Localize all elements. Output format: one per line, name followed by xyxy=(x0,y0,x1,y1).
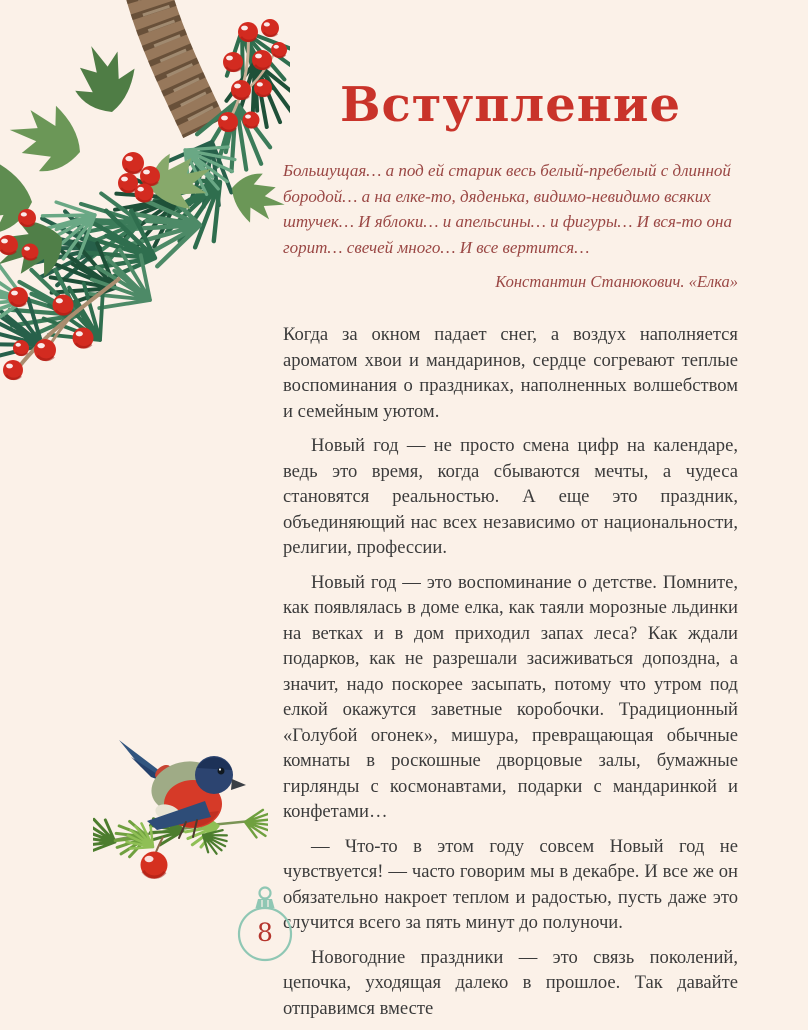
paragraph: Новый год — это воспоминание о детстве. Помните, как появлялась в доме елка, как таяли морозные льдинки на ветках и в дом приходил запах леса? Как ждали подарков, как не разрешали засиживаться допоздна, а значит, надо поскорее засыпать, потому что утром под елкой окажутся заветные коробочки. Традиционный «Голубой огонек», мишура, превращающая обычные комнаты в роскошные дворцовые залы, бумажные гирлянды с космонавтами, подарки с мандаринкой и конфетами… xyxy=(283,571,738,822)
epigraph: Большущая… а под ей старик весь белый-пребелый с длинной бородой… а на елке-то, дяденька, видимо-невидимо всяких штучек… И яблоки… и апельсины… и фигуры… И вся-то она горит… свечей много… И все вертится… xyxy=(283,161,732,257)
page-title: Вступление xyxy=(339,77,682,133)
paragraph: Новогодние праздники — это связь поколений, цепочка, уходящая далеко в прошлое. Так давайте отправимся вместе xyxy=(283,946,738,1019)
paragraph: — Что-то в этом году совсем Новый год не чувствуется! — часто говорим мы в декабре. И все же он обязательно накроет теплом и радостью, пусть даже это случится всего за пять минут до полуночи. xyxy=(283,835,738,933)
bullfinch-illustration xyxy=(93,725,268,895)
branch xyxy=(148,0,206,128)
paragraph: Когда за окном падает снег, а воздух наполняется ароматом хвои и мандаринов, сердце согревают теплые воспоминания о праздниках, наполненных волшебством и семейным уютом. xyxy=(283,324,738,422)
text-column xyxy=(283,76,738,1030)
page-number-marker xyxy=(236,884,294,962)
epigraph-attribution: Константин Станюкович. «Елка» xyxy=(495,272,738,291)
wreath-branch-illustration xyxy=(0,0,290,410)
page-number: 8 xyxy=(257,918,273,947)
paragraph: Новый год — не просто смена цифр на календаре, ведь это время, когда сбываются мечты, а чудеса становятся реальностью. А еще это праздник, объединяющий нас всех независимо от национальности, религии, профессии. xyxy=(283,435,738,558)
body-text xyxy=(283,322,738,1021)
